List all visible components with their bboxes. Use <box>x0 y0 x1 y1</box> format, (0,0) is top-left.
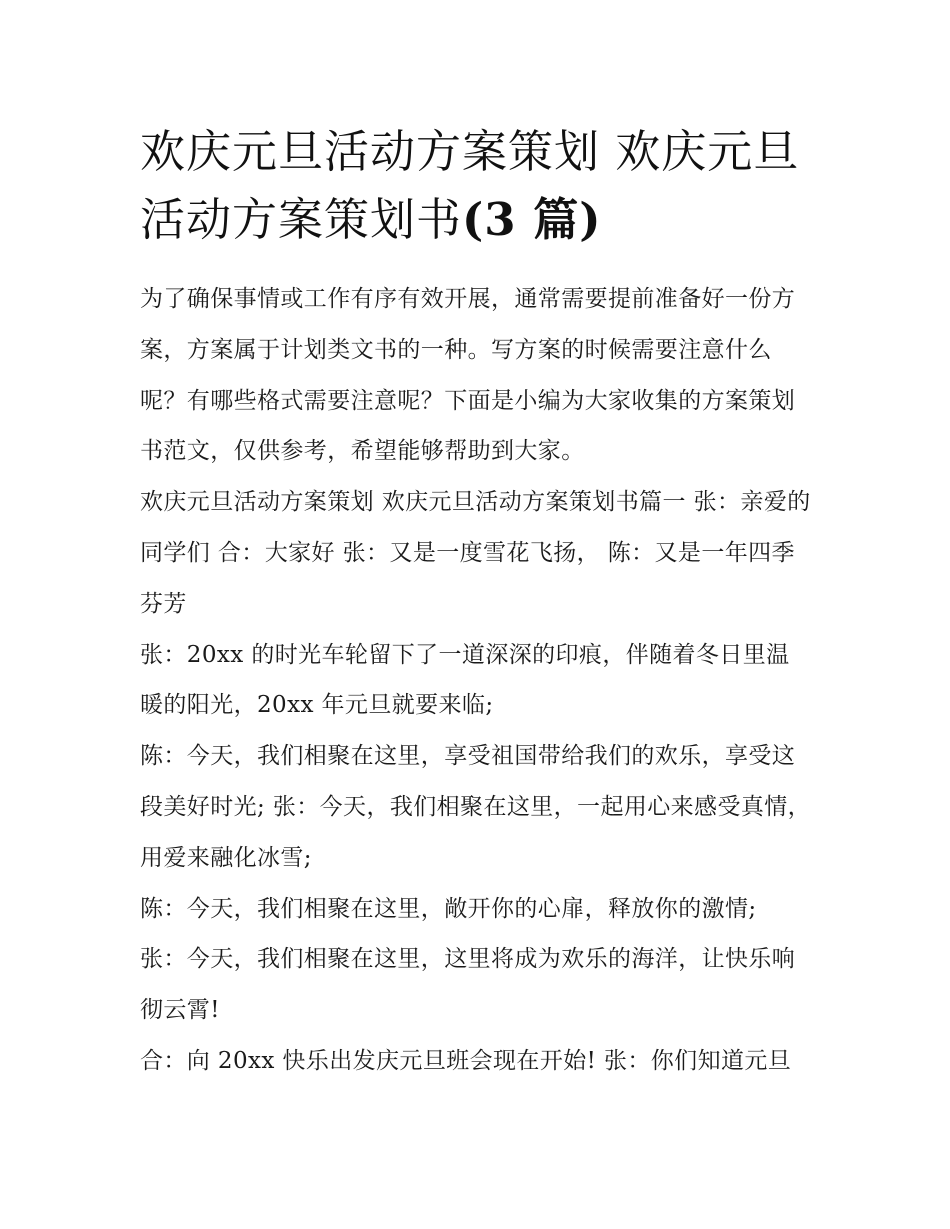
body-paragraph: 陈：今天，我们相聚在这里，敞开你的心扉，释放你的激情; <box>140 895 757 922</box>
body-paragraph: 张：今天，我们相聚在这里，这里将成为欢乐的海洋，让快乐响彻云霄! <box>140 946 796 1024</box>
document-body <box>140 274 812 1087</box>
title-count: (3 篇) <box>462 193 602 246</box>
body-paragraph: 陈：今天，我们相聚在这里，享受祖国带给我们的欢乐，享受这段美好时光; 张：今天，我们相聚在这里，一起用心来感受真情，用爱来融化冰雪; <box>140 743 812 871</box>
document-title <box>140 118 812 254</box>
intro-paragraph: 为了确保事情或工作有序有效开展，通常需要提前准备好一份方案，方案属于计划类文书的一种。写方案的时候需要注意什么呢？有哪些格式需要注意呢？下面是小编为大家收集的方案策划书范文，仅供参考，希望能够帮助到大家。 <box>140 286 796 465</box>
body-paragraph: 合：向 20xx 快乐出发庆元旦班会现在开始! 张：你们知道元旦 <box>140 1047 792 1074</box>
body-paragraph: 张：20xx 的时光车轮留下了一道深深的印痕，伴随着冬日里温暖的阳光，20xx 年元旦就要来临; <box>140 641 790 719</box>
title-text: 欢庆元旦活动方案策划 欢庆元旦活动方案策划书 <box>140 125 800 246</box>
body-paragraph: 欢庆元旦活动方案策划 欢庆元旦活动方案策划书篇一 张：亲爱的同学们 合：大家好 张：又是一度雪花飞扬， 陈：又是一年四季芬芳 <box>140 489 811 617</box>
document-content <box>140 118 812 1087</box>
